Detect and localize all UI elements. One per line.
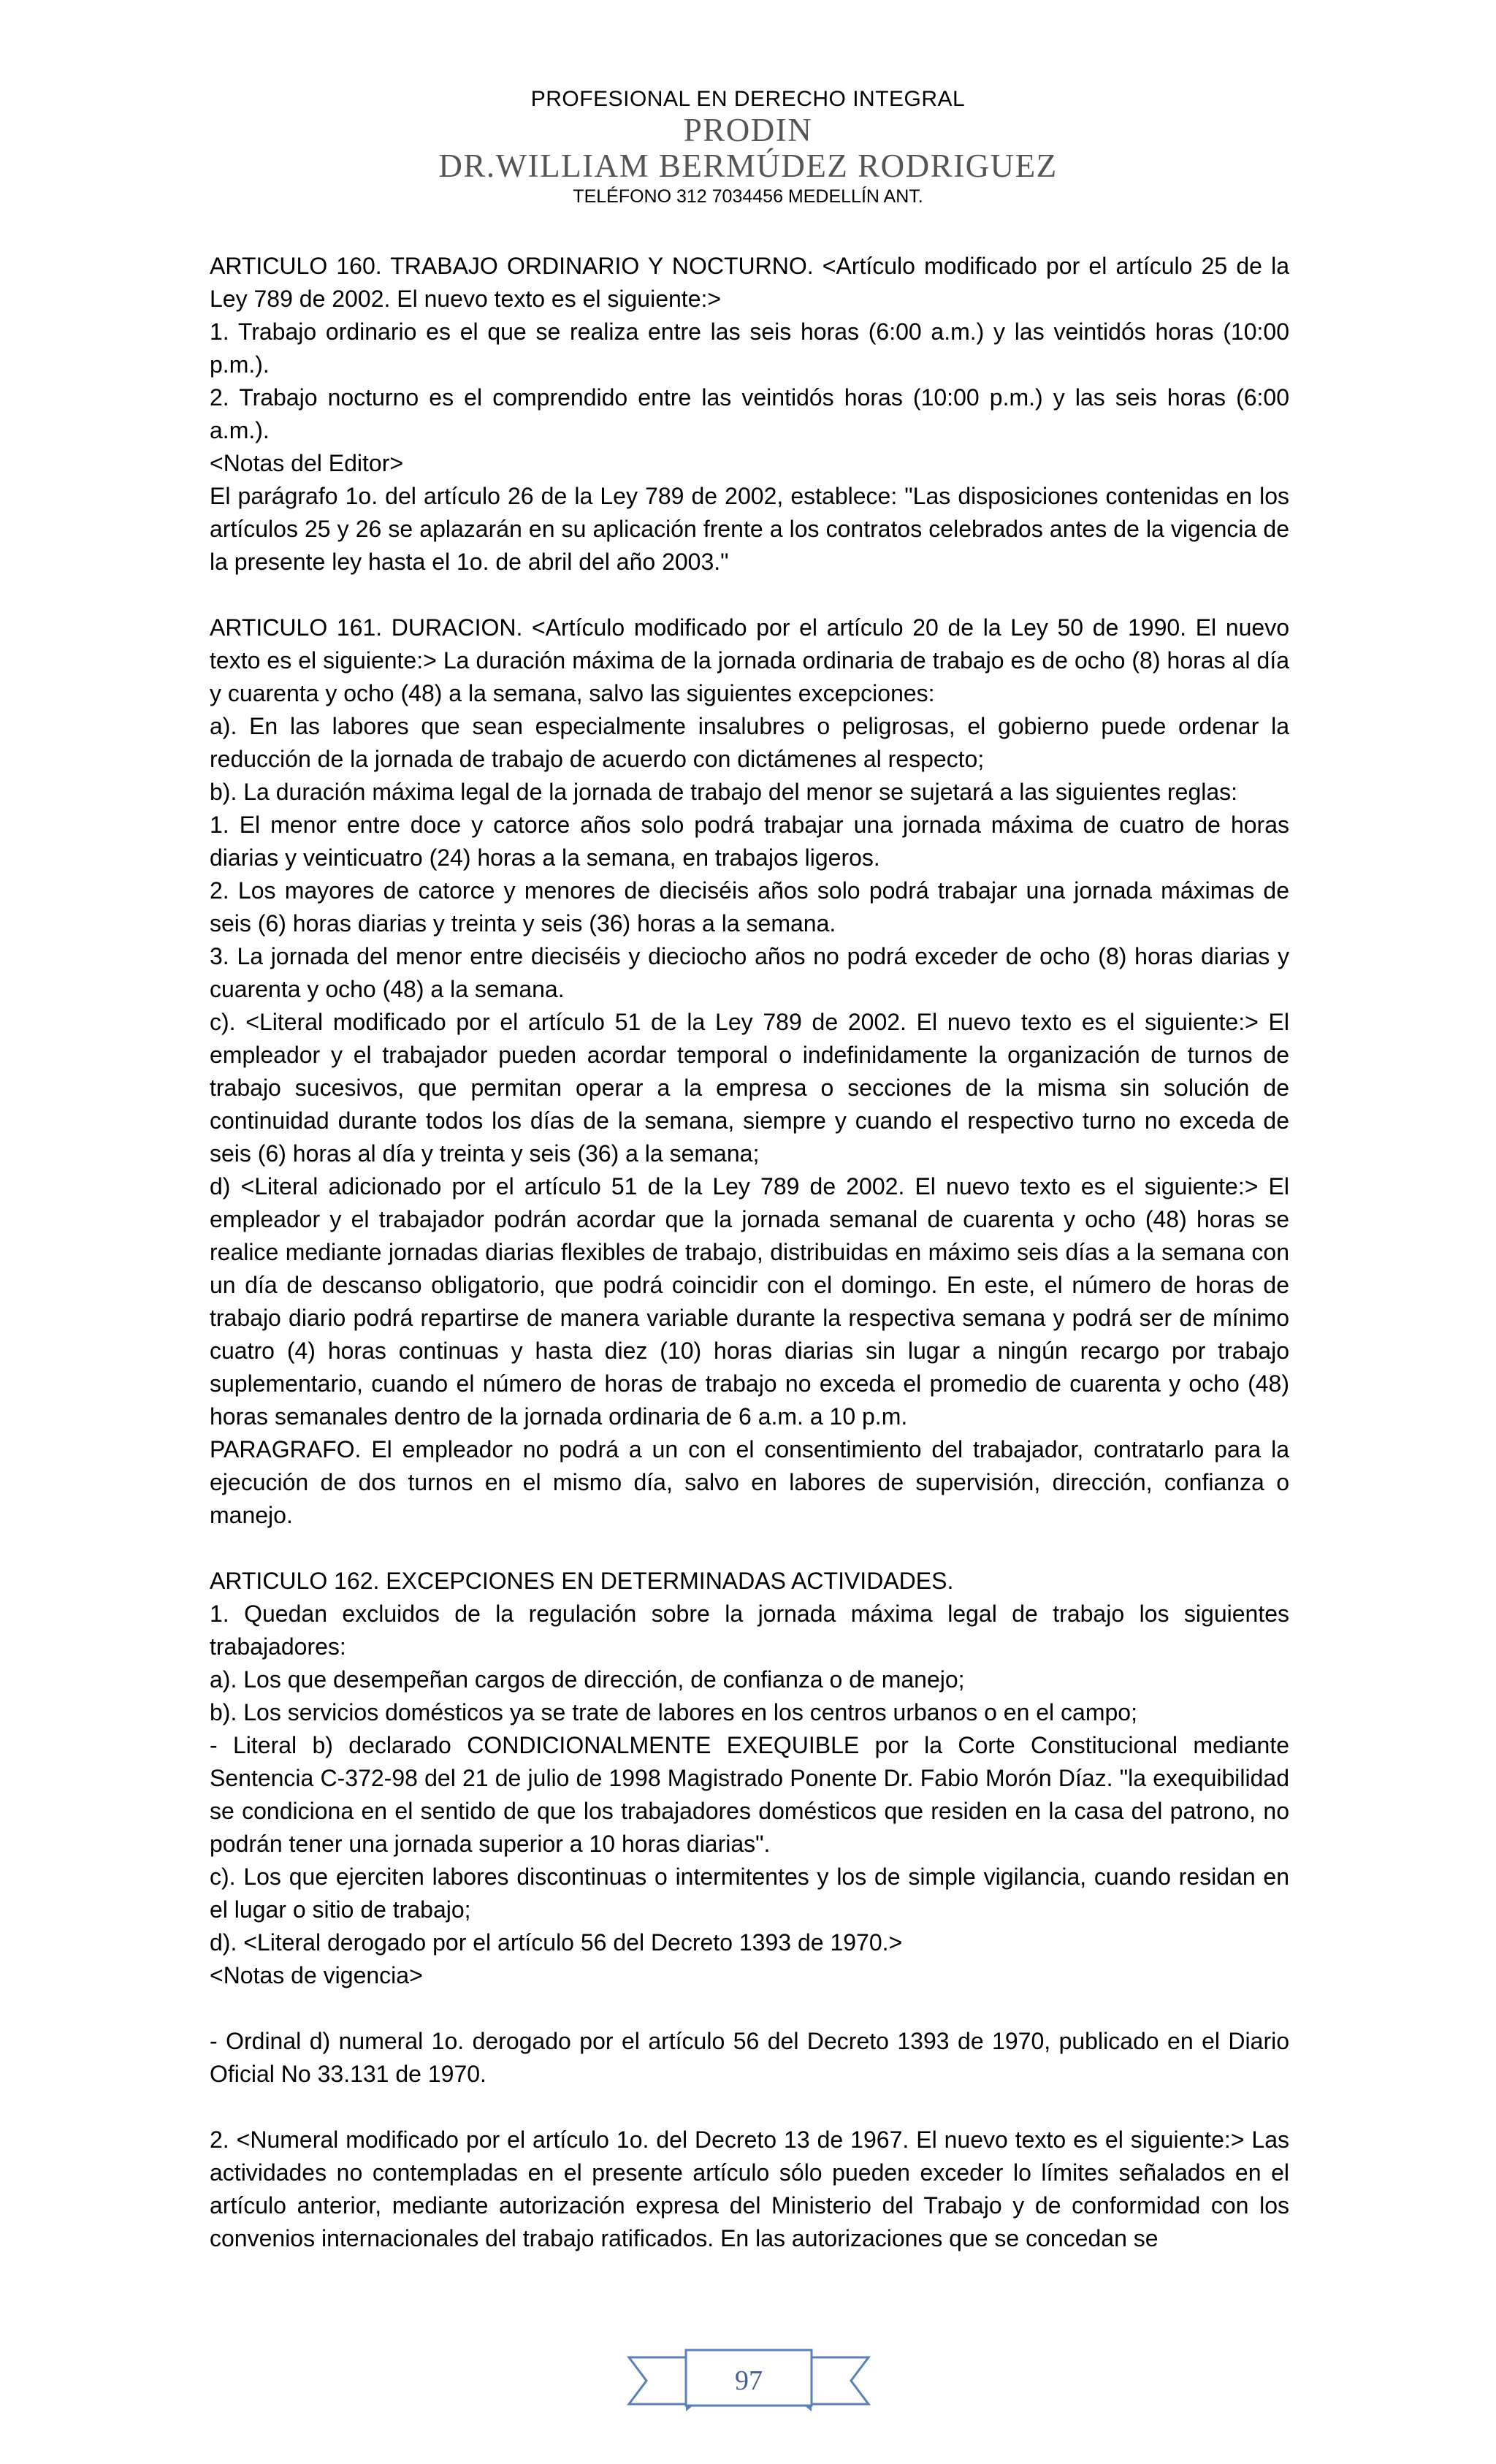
page-header (0, 86, 1496, 209)
paragraph: a). En las labores que sean especialmente insalubres o peligrosas, el gobierno puede ordenar la reducción de la jornada de trabajo de acuerdo con dictámenes al respecto; (210, 713, 1289, 772)
paragraph: ARTICULO 162. EXCEPCIONES EN DETERMINADAS ACTIVIDADES. (210, 1568, 954, 1594)
paragraph: 1. Quedan excluidos de la regulación sobre la jornada máxima legal de trabajo los siguientes trabajadores: (210, 1601, 1289, 1660)
paragraph: b). Los servicios domésticos ya se trate de labores en los centros urbanos o en el campo; (210, 1699, 1137, 1725)
paragraph: a). Los que desempeñan cargos de dirección, de confianza o de manejo; (210, 1666, 965, 1693)
document-body (210, 250, 1289, 2255)
paragraph: - Ordinal d) numeral 1o. derogado por el artículo 56 del Decreto 1393 de 1970, publicado en el Diario Oficial No 33.131 de 1970. (210, 2028, 1289, 2087)
paragraph: 2. <Numeral modificado por el artículo 1o. del Decreto 13 de 1967. El nuevo texto es el siguiente:> Las actividades no contempladas en el presente artículo sólo pueden exceder lo límites señalados en el artículo anterior, mediante autorización expresa del Ministerio del Trabajo y de conformidad con los convenios internacionales del trabajo ratificados. En las autorizaciones que se concedan se (210, 2127, 1289, 2251)
paragraph: d) <Literal adicionado por el artículo 51 de la Ley 789 de 2002. El nuevo texto es el siguiente:> El empleador y el trabajador podrán acordar que la jornada semanal de cuarenta y ocho (48) horas se realice mediante jornadas diarias flexibles de trabajo, distribuidas en máximo seis días a la semana con un día de descanso obligatorio, que podrá coincidir con el domingo. En este, el número de horas de trabajo diario podrá repartirse de manera variable durante la respectiva semana y podrá ser de mínimo cuatro (4) horas continuas y hasta diez (10) horas diarias sin lugar a ningún recargo por trabajo suplementario, cuando el número de horas de trabajo no exceda el promedio de cuarenta y ocho (48) horas semanales dentro de la jornada ordinaria de 6 a.m. a 10 p.m. (210, 1173, 1289, 1430)
paragraph: b). La duración máxima legal de la jornada de trabajo del menor se sujetará a las siguientes reglas: (210, 779, 1238, 805)
paragraph: c). <Literal modificado por el artículo 51 de la Ley 789 de 2002. El nuevo texto es el siguiente:> El empleador y el trabajador pueden acordar temporal o indefinidamente la organización de turnos de trabajo sucesivos, que permitan operar a la empresa o secciones de la misma sin solución de continuidad durante todos los días de la semana, siempre y cuando el respectivo turno no exceda de seis (6) horas al día y treinta y seis (36) a la semana; (210, 1009, 1289, 1167)
paragraph: PARAGRAFO. El empleador no podrá a un con el consentimiento del trabajador, contratarlo para la ejecución de dos turnos en el mismo día, salvo en labores de supervisión, dirección, confianza o manejo. (210, 1436, 1289, 1528)
paragraph: ARTICULO 160. TRABAJO ORDINARIO Y NOCTURNO. <Artículo modificado por el artículo 25 de la Ley 789 de 2002. El nuevo texto es el siguiente:> (210, 253, 1289, 312)
paragraph: 2. Los mayores de catorce y menores de dieciséis años solo podrá trabajar una jornada máximas de seis (6) horas diarias y treinta y seis (36) horas a la semana. (210, 877, 1289, 937)
paragraph: 1. El menor entre doce y catorce años solo podrá trabajar una jornada máxima de cuatro de horas diarias y veinticuatro (24) horas a la semana, en trabajos ligeros. (210, 812, 1289, 871)
paragraph-spacer (210, 1532, 1289, 1565)
paragraph: 1. Trabajo ordinario es el que se realiza entre las seis horas (6:00 a.m.) y las veintidós horas (10:00 p.m.). (210, 319, 1289, 378)
paragraph: ARTICULO 161. DURACION. <Artículo modificado por el artículo 20 de la Ley 50 de 1990. El nuevo texto es el siguiente:> La duración máxima de la jornada ordinaria de trabajo es de ocho (8) horas al día y cuarenta y ocho (48) a la semana, salvo las siguientes excepciones: (210, 614, 1289, 706)
page-number: 97 (735, 2365, 763, 2396)
header-firm-name: PRODIN (683, 112, 813, 148)
paragraph: 2. Trabajo nocturno es el comprendido entre las veintidós horas (10:00 p.m.) y las seis horas (6:00 a.m.). (210, 384, 1289, 443)
header-phone: TELÉFONO 312 7034456 MEDELLÍN ANT. (573, 186, 923, 207)
page-footer (625, 2347, 873, 2414)
header-firm-type: PROFESIONAL EN DERECHO INTEGRAL (530, 87, 966, 111)
paragraph: <Notas de vigencia> (210, 1962, 423, 1988)
paragraph: d). <Literal derogado por el artículo 56 del Decreto 1393 de 1970.> (210, 1929, 903, 1956)
paragraph: 3. La jornada del menor entre dieciséis y dieciocho años no podrá exceder de ocho (8) horas diarias y cuarenta y ocho (48) a la semana. (210, 943, 1289, 1002)
header-lawyer-name: DR.WILLIAM BERMÚDEZ RODRIGUEZ (438, 148, 1058, 184)
paragraph: El parágrafo 1o. del artículo 26 de la Ley 789 de 2002, establece: "Las disposiciones contenidas en los artículos 25 y 26 se aplazarán en su aplicación frente a los contratos celebrados antes de la vigencia de la presente ley hasta el 1o. de abril del año 2003." (210, 483, 1289, 575)
paragraph-spacer (210, 2091, 1289, 2124)
paragraph-spacer (210, 579, 1289, 611)
paragraph: - Literal b) declarado CONDICIONALMENTE EXEQUIBLE por la Corte Constitucional mediante Sentencia C-372-98 del 21 de julio de 1998 Magistrado Ponente Dr. Fabio Morón Díaz. "la exequibilidad se condiciona en el sentido de que los trabajadores domésticos que residen en la casa del patrono, no podrán tener una jornada superior a 10 horas diarias". (210, 1732, 1289, 1857)
paragraph-spacer (210, 1992, 1289, 2025)
paragraph: <Notas del Editor> (210, 450, 404, 476)
paragraph: c). Los que ejerciten labores discontinuas o intermitentes y los de simple vigilancia, cuando residan en el lugar o sitio de trabajo; (210, 1864, 1289, 1923)
